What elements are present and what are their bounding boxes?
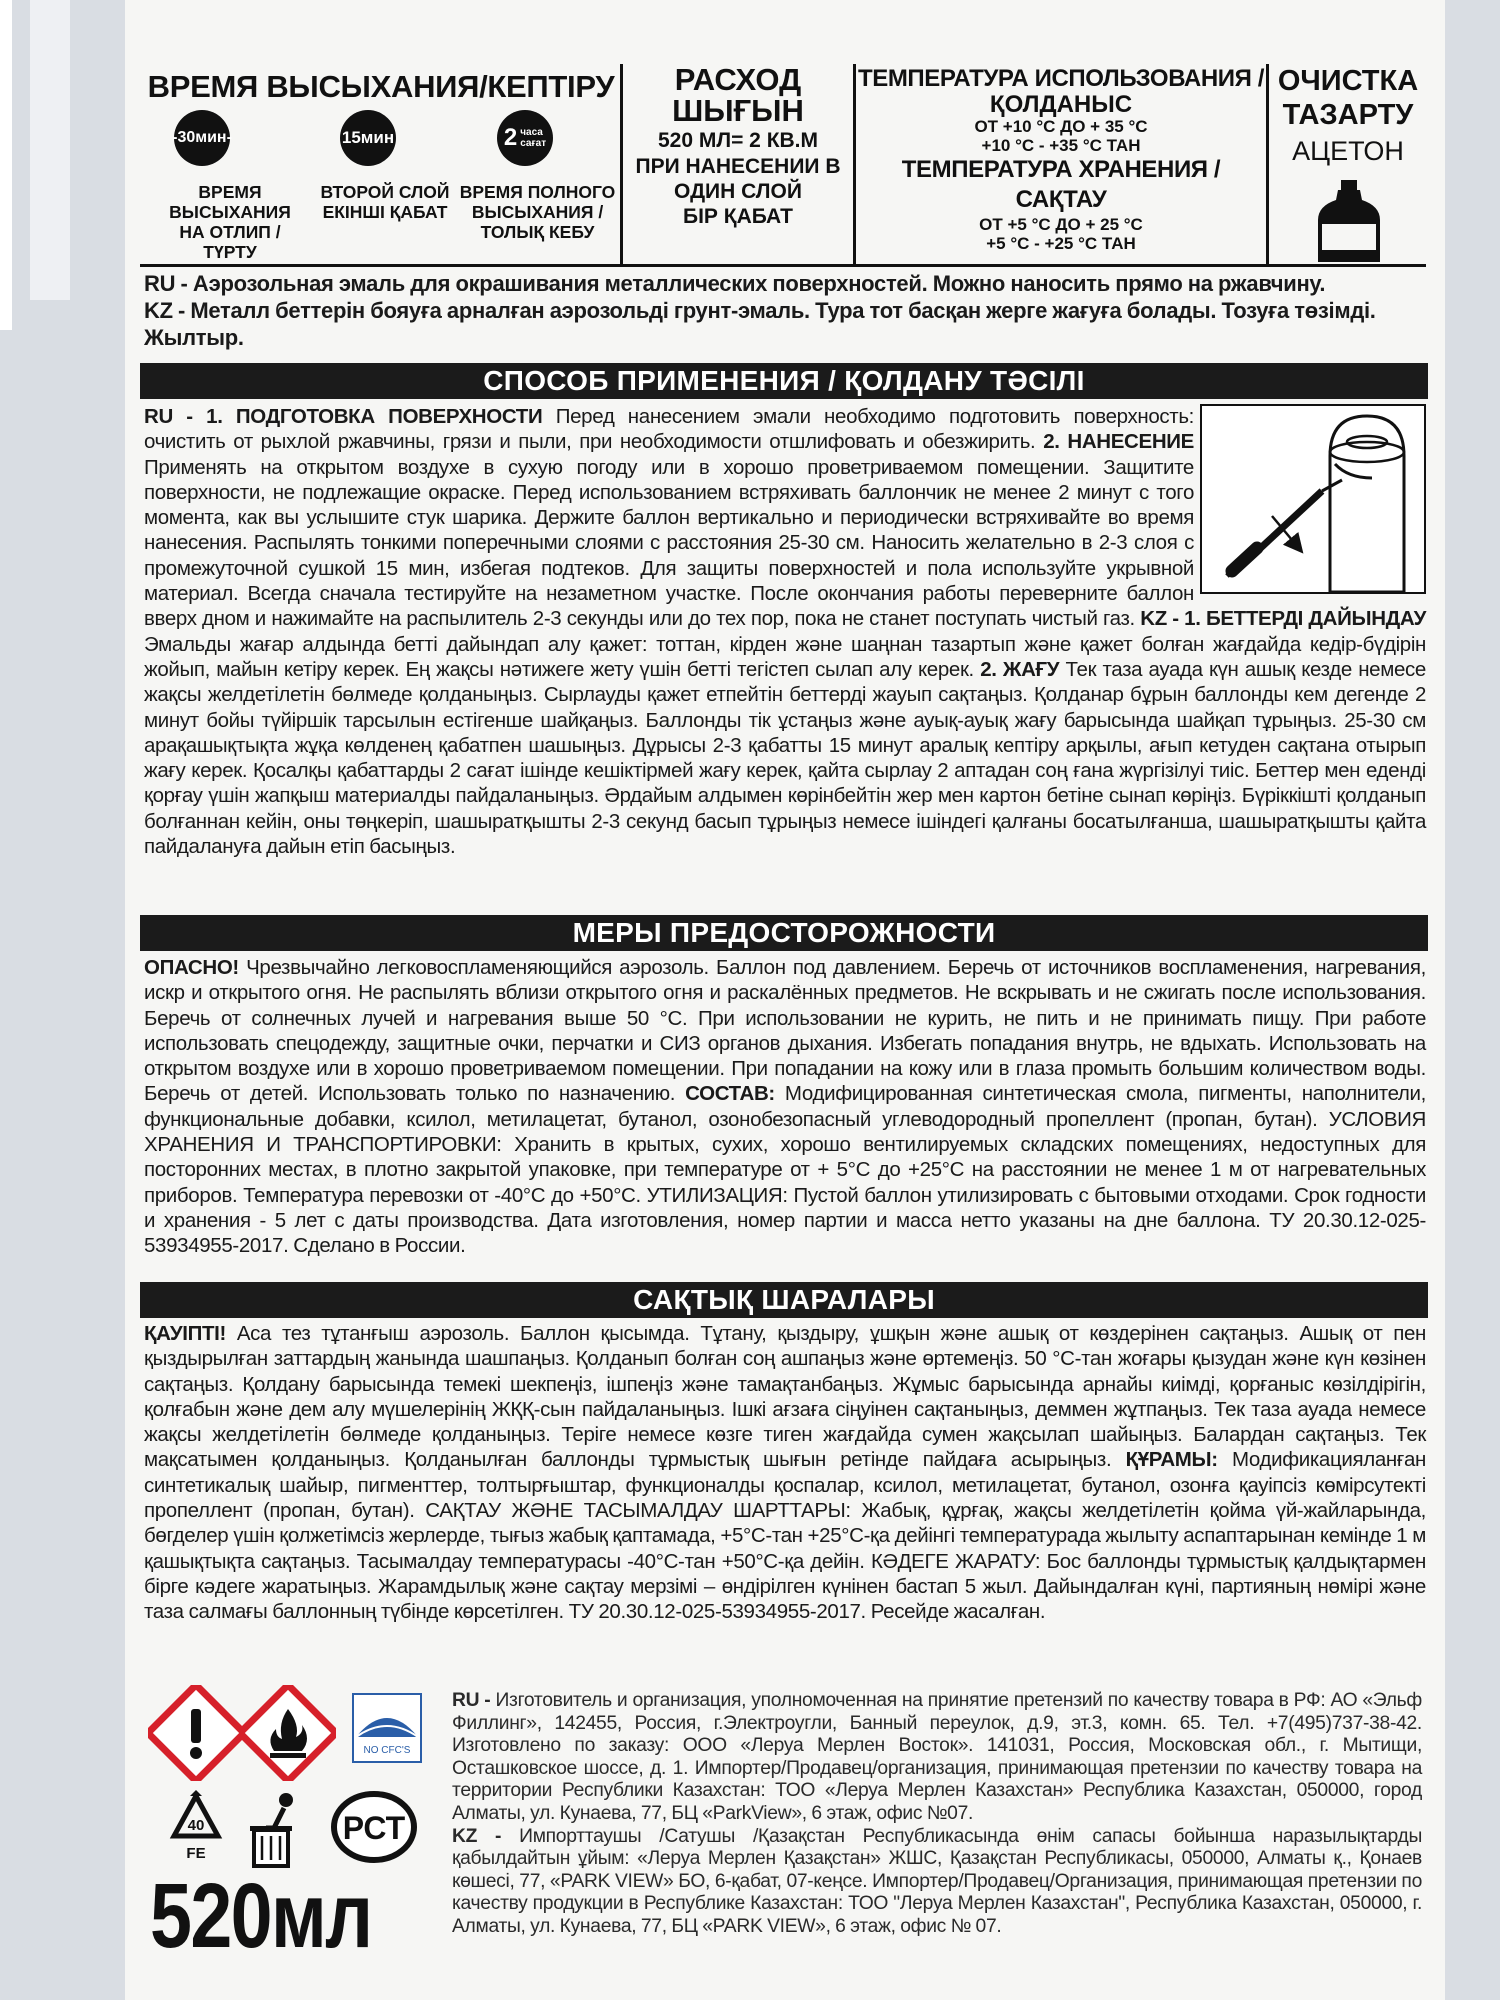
section-precautions-kz-title: САҚТЫҚ ШАРАЛАРЫ — [140, 1282, 1428, 1318]
stage-1-line-1: ВРЕМЯ ВЫСЫХАНИЯ — [169, 182, 291, 222]
store-temp-kz: +5 °С - +25 °С ТАН — [986, 234, 1136, 253]
precautions-ru-composition-head: СОСТАВ: — [685, 1082, 775, 1106]
drying-stage-3-label — [455, 182, 620, 242]
use-temp-title-2: ҚОЛДАНЫС — [989, 91, 1133, 118]
app-ru-step1: Перед нанесением эмали необходимо подготовить поверхность: очистить от рыхлой ржавчины, грязи и пыли, при необходимости отшлифовать и обезжирить. — [144, 405, 1194, 454]
app-ru-step2: Применять на открытом воздухе в сухую погоду или в хорошо проветриваемом помещении. Защитите поверхности, не подлежащие окраске. Перед использованием встряхивать баллончик не менее 2 минут с того момента, как вы услышите стук шарика. Держите баллон вертикально и периодически встряхивайте во время нанесения. Распылять тонкими поперечными слоями с расстояния 25-30 см. Наносить желательно в 2-3 слоя с промежуточной сушкой 15 мин, избегая подтеков. Для защиты поверхностей и пола используйте укрывной материал. Всегда сначала тестируйте на незаметном участке. После окончания работы переверните баллон вверх дном и нажимайте на распылитель 2-3 секунды или до тех пор, пока не станет поступать чистый газ. — [144, 455, 1194, 631]
recycle-number: 40 — [187, 1817, 205, 1834]
clock-icon-15min — [340, 110, 396, 166]
top-divider-2 — [853, 64, 856, 264]
clock-label-30: -30мин- — [172, 129, 232, 146]
consumption-title-ru: РАСХОД — [674, 62, 802, 97]
cleaning-block — [1270, 64, 1426, 170]
volume-label: 520мл — [150, 1865, 372, 1967]
solvent-bottle-icon — [1314, 180, 1384, 262]
manufacturer-ru-code: RU - — [452, 1690, 491, 1711]
precautions-kz-text-1: Аса тез тұтанғыш аэрозоль. Баллон қысымда. Тұтану, қыздыру, ұшқын және ашық от көздерінен сақтаңыз. Ашық от пен қыздырылған заттардың жанында шашпаңыз. Қолданып болған соң ашпаңыз және өртемеңіз. 50 °С-тан жоғары қызудан және күн көзінен сақтаңыз. Қолдану барысында темекі шекпеңіз, ішпеңіз және тамақтанбаңыз. Жұмыс барысында арнайы киімді, қорғаныс көзілдірігін, қолғабын және дем алу мүшелерінің ЖҚҚ-сын пайдаланыңыз. Ішкі ағзаға сіңуінен сақтаныңыз, деммен жұтпаңыз. Тек таза ауада немесе жақсы желдетілетін бөлмеде қолданыңыз. Теріге немесе көзге тиген жағдайда сумен жақсылап шайыңыз. Балардан сақтаңыз. Тек мақсатымен қолданыңыз. Қолданылған баллонды тұрмыстық шығын ретінде пайдаға асырыңыз. — [144, 1322, 1426, 1472]
consumption-title-kz: ШЫҒЫН — [672, 93, 804, 128]
precautions-ru-danger: ОПАСНО! — [144, 956, 239, 979]
use-temp-title-1: ТЕМПЕРАТУРА ИСПОЛЬЗОВАНИЯ / — [857, 65, 1265, 92]
drying-stage-1-label — [140, 182, 320, 262]
manufacturer-kz-code: KZ - — [452, 1825, 502, 1847]
frame-line-left — [0, 0, 12, 330]
consumption-line-3: БІР ҚАБАТ — [683, 205, 793, 228]
stage-3-line-3: ТОЛЫҚ КЕБУ — [480, 222, 595, 242]
temperature-block — [857, 66, 1265, 253]
intro-ru-text: Аэрозольная эмаль для окрашивания металлических поверхностей. Можно наносить прямо на ржавчину. — [187, 271, 1326, 296]
top-divider-3 — [1266, 64, 1269, 264]
precautions-kz-text — [144, 1321, 1426, 1625]
cleaning-value: АЦЕТОН — [1292, 136, 1404, 166]
clock-icon-30min — [174, 110, 230, 166]
clock-label-2-num: 2 — [503, 124, 518, 151]
precautions-kz-danger: ҚАУІПТІ! — [144, 1322, 226, 1345]
consumption-block — [624, 64, 852, 229]
app-kz-step1-head: KZ - 1. БЕТТЕРДІ ДАЙЫНДАУ — [1140, 607, 1426, 631]
store-temp-ru: ОТ +5 °С ДО + 25 °С — [979, 215, 1143, 234]
cert-label: РСТ — [342, 1810, 406, 1846]
intro-ru-code: RU - — [144, 271, 188, 296]
flame-hazard-icon — [240, 1685, 336, 1781]
clock-label-2-unit1: часа — [520, 127, 543, 138]
app-kz-step2-head: 2. ЖАҒУ — [980, 657, 1060, 681]
app-ru-step1-head: RU - 1. ПОДГОТОВКА ПОВЕРХНОСТИ — [144, 405, 543, 428]
clock-icon-2h — [497, 110, 553, 166]
manufacturer-kz-text: Импорттаушы /Сатушы /Қазақстан Республикасында өнім сапасы бойынша наразылықтарды қабылдайтын ұйым: «Леруа Мерлен Қазақстан» ЖШС, Қазақстан Республикасы, 050000, Алматы қ., Қонаев көшесі, 77, «PARK VIEW» БО, 6-қабат, 07-кеңсе. Импортер/Продавец/Организация, принимающая претензии по качеству продукции в Республике Казахстан: ТОО "Леруа Мерлен Казахстан", Республика Казахстан, 050000, г. Алматы, ул. Кунаева, 77, БЦ «PARK VIEW», 6 этаж, офис № 07. — [452, 1825, 1423, 1937]
stage-3-line-2: ВЫСЫХАНИЯ / — [471, 202, 604, 222]
application-text — [144, 404, 1426, 859]
intro-text — [144, 270, 1426, 351]
section-precautions-ru-title: МЕРЫ ПРЕДОСТОРОЖНОСТИ — [140, 915, 1428, 951]
recycle-code: FE — [186, 1845, 206, 1862]
top-divider-1 — [620, 64, 623, 264]
use-temp-kz: +10 °С - +35 °С ТАН — [981, 136, 1141, 155]
app-kz-step2: Тек таза ауада күн ашық кезде немесе жақсы желдетілетін бөлмеде қолданыңыз. Сырлауды қажет етпейтін беттерді жауып сақтаңыз. Қолданар бұрын баллонды кем дегенде 2 минут бойы түйіршік тарсылын естігенше шайқаңыз. Баллонды тік ұстаңыз және ауық-ауық жағу барысында шайқап тұрыңыз. 25-30 см арақашықтықта жұқа көлденең қабатпен шашыңыз. Дұрысы 2-3 қабатты 15 минут аралық кептіру арқылы, ағып кетуден сақтана отырып жағу керек. Қосалқы қабаттарды 2 сағат ішінде кешіктірмей жағу керек, қайта сырлау 2 аптадан соң ғана жүргізілуі тиіс. Беттер мен еденді қорғау үшін жапқыш материалды пайдаланыңыз. Әрдайым алдымен көрінбейтін жер мен картон бетіне сынап көріңіз. Бүріккішті қолданып болғаннан кейін, оны төңкеріп, шашыратқышты 2-3 секунд басып тұрыңыз немесе ішіндегі қалғаны босатылғанша, шашыратқышты қайта пайдалануға дайын етіп басыңыз. — [144, 657, 1426, 859]
precautions-ru-text-1: Чрезвычайно легковоспламеняющийся аэрозоль. Баллон под давлением. Беречь от источников воспламенения, нагревания, искр и открытого огня. Не распылять вблизи открытого огня и раскалённых предметов. Не вскрывать и не сжигать после использования. Беречь от солнечных лучей и нагревания выше 50 °С. При использовании не курить, не пить и не принимать пищу. При работе использовать спецодежду, защитные очки, перчатки и СИЗ органов дыхания. Избегать попадания внутрь, не вдыхать. Использовать на открытом воздухе или в хорошо проветриваемом помещении. При попадании на кожу или в глаза промыть большим количеством воды. Беречь от детей. Использовать только по назначению. — [144, 956, 1426, 1106]
precautions-ru-text — [144, 955, 1426, 1259]
app-ru-step2-head: 2. НАНЕСЕНИЕ — [1043, 430, 1194, 454]
use-temp-ru: ОТ +10 °С ДО + 35 °С — [974, 117, 1148, 136]
stage-3-line-1: ВРЕМЯ ПОЛНОГО — [459, 182, 616, 202]
clock-label-2-unit2: сағат — [520, 138, 547, 149]
cleaning-title-kz: ТАЗАРТУ — [1282, 99, 1414, 131]
stage-1-line-3: ТҮРТУ — [203, 242, 257, 262]
stage-1-line-2: НА ОТЛИП / — [179, 222, 281, 242]
drying-title: ВРЕМЯ ВЫСЫХАНИЯ/КЕПТІРУ — [147, 69, 615, 104]
consumption-line-2: ОДИН СЛОЙ — [674, 180, 802, 203]
intro-kz-code: KZ - — [144, 298, 186, 323]
exclamation-hazard-icon — [148, 1685, 244, 1781]
precautions-ru-text-2: Модифицированная синтетическая смола, пигменты, наполнители, функциональные добавки, ксилол, метилацетат, бутанол, озонобезопасный углеводородный пропеллент (пропан, бутан). УСЛОВИЯ ХРАНЕНИЯ И ТРАНСПОРТИРОВКИ: Хранить в крытых, сухих, хорошо вентилируемых складских помещениях, недоступных для посторонних местах, в плотно закрытой упаковке, при температуре от + 5°С до +25°С на расстоянии не менее 1 м от нагревательных приборов. Температура перевозки от -40°С до +50°С. УТИЛИЗАЦИЯ: Пустой баллон утилизировать с бытовыми отходами. Срок годности и хранения - 5 лет с даты производства. Дата изготовления, номер партии и масса нетто указаны на дне баллона. ТУ 20.30.12-025-53934955-2017. Сделано в России. — [144, 1082, 1426, 1258]
consumption-value: 520 МЛ= 2 КВ.М — [657, 129, 819, 152]
stage-2-line-2: ЕКІНШІ ҚАБАТ — [322, 202, 448, 222]
section-application-title: СПОСОБ ПРИМЕНЕНИЯ / ҚОЛДАНУ ТӘСІЛІ — [140, 363, 1428, 399]
manufacturer-ru-text: Изготовитель и организация, уполномоченная на принятие претензий по качеству товара в РФ: АО «Эльф Филлинг», 142455, Россия, г.Электроугли, Банный переулок, д.9, эт.3, комн. 65. Тел. +7(495)737-38-42. Изготовлено по заказу: ООО «Леруа Мерлен Восток». 141031, Россия, Московская обл., г. Мытищи, Осташковское шоссе, д. 1. Импортер/Продавец/организация, принимающая претензии по качеству товара на территории Республики Казахстан: ТОО «Леруа Мерлен Казахстан» Республика Казахстан, 050000, город Алматы, ул. Кунаева, 77, БЦ «ParkView», 6 этаж, офис №07. — [452, 1690, 1422, 1824]
manufacturer-info — [452, 1690, 1422, 1939]
stage-2-line-1: ВТОРОЙ СЛОЙ — [320, 182, 450, 202]
clock-label-15: 15мин — [341, 128, 395, 147]
drying-stage-2-label — [310, 182, 460, 222]
precautions-kz-text-2: Модификацияланған синтетикалық шайыр, пигменттер, толтырғыштар, функционалды қоспалар, ксилол, метилацетат, бутанол, озонға қауіпсіз көмірсутекті пропеллент (пропан, бутан). САҚТАУ ЖӘНЕ ТАСЫМАЛДАУ ШАРТТАРЫ: Жабық, құрғақ, жақсы желдетілетін қойма үй-жайларында, бөгделер үшін қолжетімсіз жерлерде, тығыз жабық қаптамада, +5°С-тан +25°С-қа дейінгі температурада жылыту аспаптарынан кемінде 1 м қашықтықта сақтаңыз. Тасымалдау температурасы -40°С-тан +50°С-қа дейін. КӘДЕГЕ ЖАРАТУ: Бос баллонды тұрмыстық қалдықтармен бірге кәдеге жаратыңыз. Жарамдылық және сақтау мерзімі – өндірілген күнінен бастап 5 жыл. Дайындалған күні, партияның нөмірі және таза салмағы баллонның түбінде көрсетілген. ТУ 20.30.12-025-53934955-2017. Ресейде жасалған. — [144, 1448, 1426, 1624]
cleaning-title-ru: ОЧИСТКА — [1277, 65, 1419, 97]
consumption-line-1: ПРИ НАНЕСЕНИИ В — [635, 155, 841, 178]
store-temp-title: ТЕМПЕРАТУРА ХРАНЕНИЯ / САҚТАУ — [901, 156, 1221, 213]
no-cfc-label: NO CFC'S — [363, 1745, 411, 1756]
illustration-float — [1194, 404, 1426, 590]
recycle-icon — [158, 1790, 234, 1866]
pct-certification-icon — [330, 1790, 418, 1864]
frame-line-left-inner — [30, 0, 70, 300]
intro-kz-text: Металл беттерін бояуға арналған аэрозольді грунт-эмаль. Тура тот басқан жерге жағуға болады. Тозуға төзімді. Жылтыр. — [144, 298, 1376, 350]
trash-bin-icon — [244, 1786, 314, 1870]
no-cfc-icon — [352, 1693, 422, 1763]
app-kz-step1: Эмальды жағар алдында бетті дайындап алу қажет: тоттан, кірден және шаңнан тазартып және қажет болған жағдайда кедір-бүдірін жойып, майын кетіру керек. Ең жақсы нәтижеге жету үшін бетті тегістеп сылап алу керек. — [144, 632, 1426, 681]
precautions-kz-composition-head: ҚҰРАМЫ: — [1125, 1448, 1218, 1472]
